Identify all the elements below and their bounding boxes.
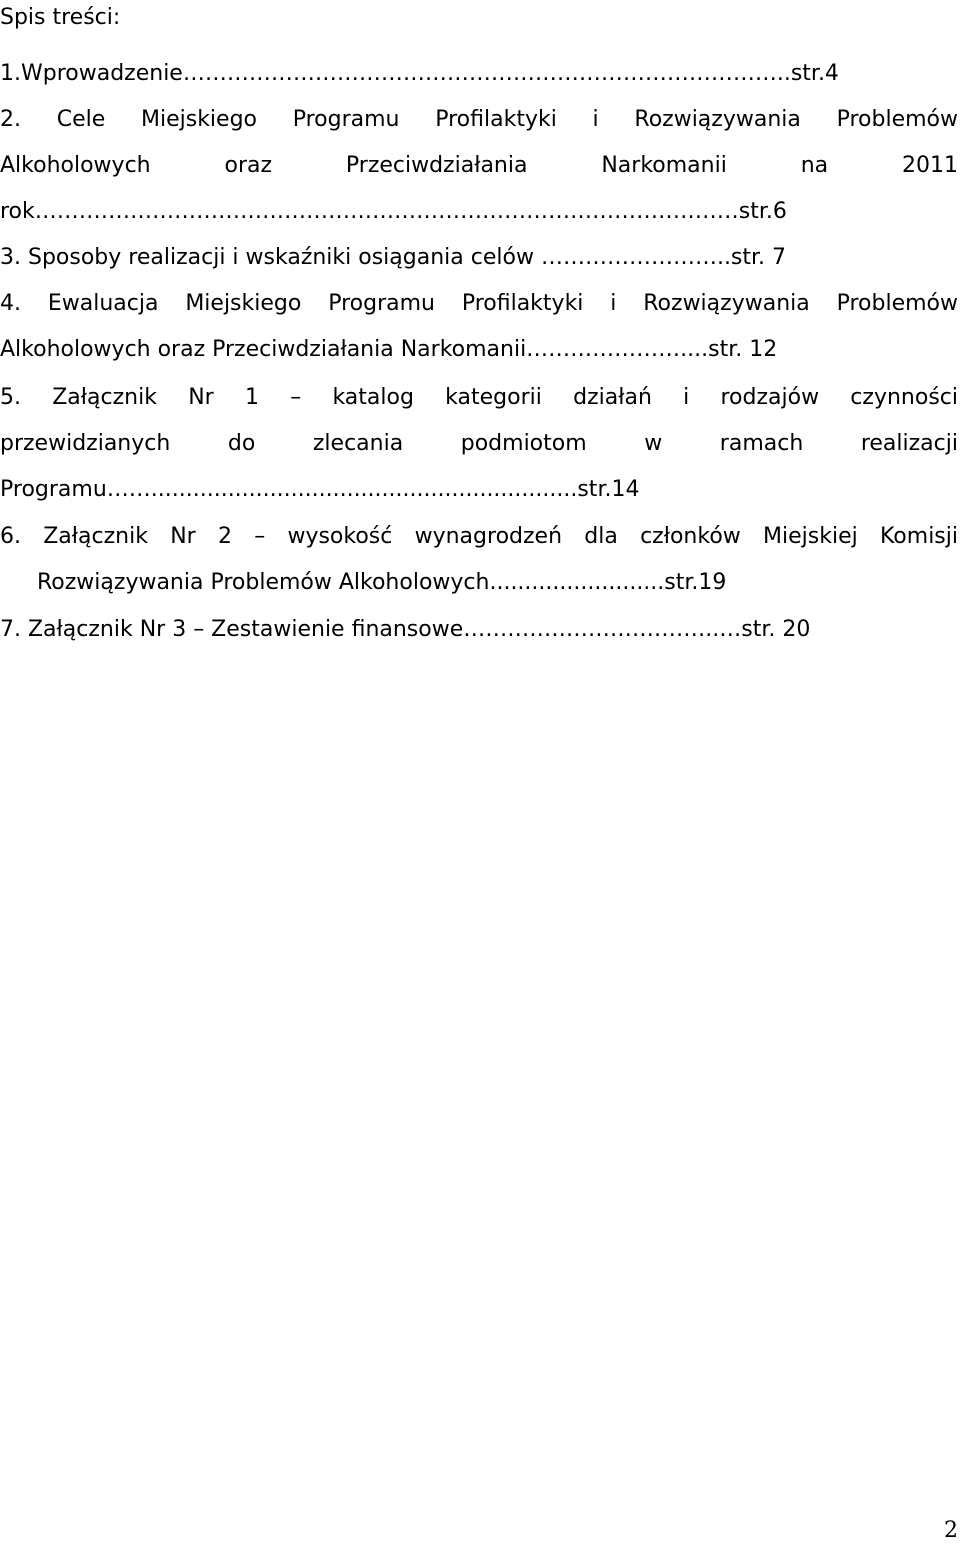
toc-line: 7. Załącznik Nr 3 – Zestawienie finansowe……………………………..…str. 20 [0,617,811,642]
toc-line: 3. Sposoby realizacji i wskaźniki osiągania celów ……………………..str. 7 [0,245,787,270]
toc-line: Rozwiązywania Problemów Alkoholowych.........................str.19 [37,570,727,595]
toc-line: Alkoholowych oraz Przeciwdziałania Narkomanii…………………....str. 12 [0,337,778,362]
toc-line: 4. Ewaluacja Miejskiego Programu Profilaktyki i Rozwiązywania Problemów [0,291,958,316]
toc-line: 2. Cele Miejskiego Programu Profilaktyki i Rozwiązywania Problemów [0,107,958,132]
toc-line: rok……………………………………………………………………………………str.6 [0,199,787,224]
toc-line: Alkoholowych oraz Przeciwdziałania Narkomanii na 2011 [0,153,958,178]
toc-line: 6. Załącznik Nr 2 – wysokość wynagrodzeń dla członków Miejskiej Komisji [0,524,958,549]
toc-line: przewidzianych do zlecania podmiotom w ramach realizacji [0,431,958,456]
toc-heading: Spis treści: [0,5,121,30]
toc-line: 1.Wprowadzenie………………………………………………………………………..str.4 [0,61,839,86]
toc-line: 5. Załącznik Nr 1 – katalog kategorii działań i rodzajów czynności [0,385,958,410]
toc-line: Programu…….............................................................str.14 [0,477,640,502]
page-number: 2 [944,1518,958,1543]
